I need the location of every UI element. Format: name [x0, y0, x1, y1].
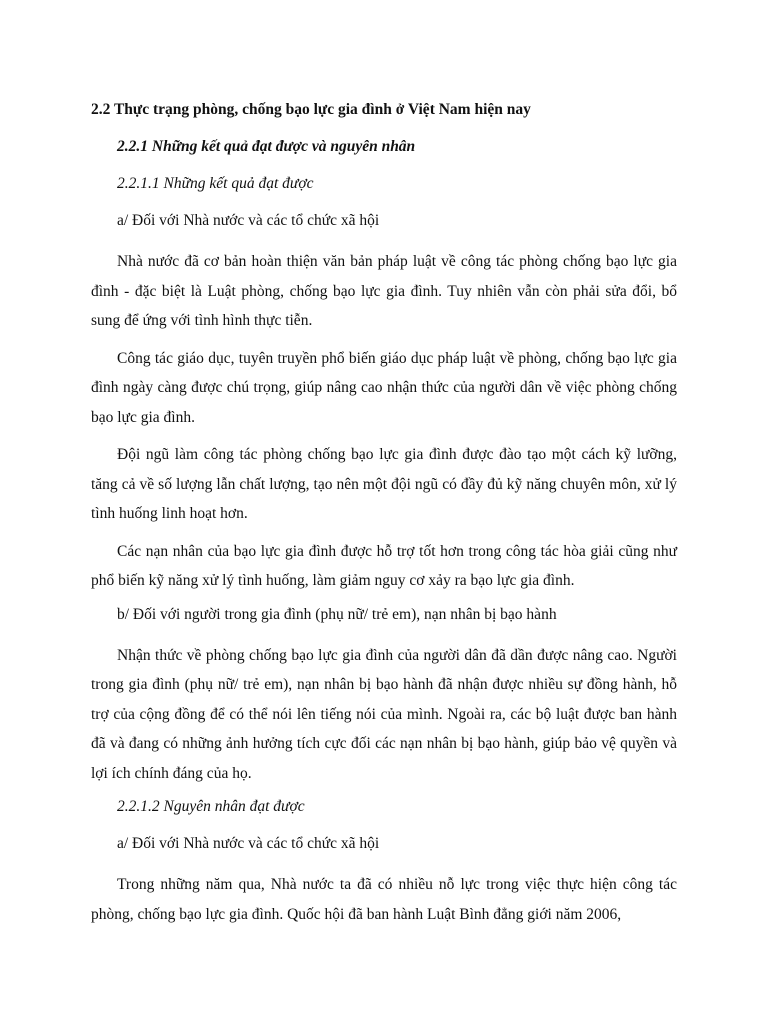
- paragraph-awareness: Nhận thức về phòng chống bạo lực gia đình của người dân đã dần được nâng cao. Người trong gia đình (phụ nữ/ trẻ em), nạn nhân bị bạo hành đã nhận được nhiều sự đồng hành, hỗ trợ của cộng đồng để có thể nói lên tiếng nói của mình. Ngoài ra, các bộ luật được ban hành đã và đang có những ảnh hưởng tích cực đối các nạn nhân bị bạo hành, giúp bảo vệ quyền và lợi ích chính đáng của họ.: [91, 646, 677, 782]
- subheading-a-state: a/ Đối với Nhà nước và các tổ chức xã hội: [117, 212, 380, 229]
- section-heading-2-2-1: 2.2.1 Những kết quả đạt được và nguyên nhân: [117, 138, 416, 155]
- document-page: [91, 99, 677, 937]
- section-heading-2-2: 2.2 Thực trạng phòng, chống bạo lực gia đình ở Việt Nam hiện nay: [91, 101, 531, 118]
- paragraph-education: Công tác giáo dục, tuyên truyền phổ biến giáo dục pháp luật về phòng, chống bạo lực gia đình ngày càng được chú trọng, giúp nâng cao nhận thức của người dân về việc phòng chống bạo lực gia đình.: [91, 349, 677, 426]
- section-heading-2-2-1-1: 2.2.1.1 Những kết quả đạt được: [117, 175, 314, 192]
- paragraph-legal-framework: Nhà nước đã cơ bản hoàn thiện văn bản pháp luật về công tác phòng chống bạo lực gia đình - đặc biệt là Luật phòng, chống bạo lực gia đình. Tuy nhiên vẫn còn phải sửa đổi, bổ sung để ứng với tình hình thực tiễn.: [91, 253, 677, 329]
- section-heading-2-2-1-2: 2.2.1.2 Nguyên nhân đạt được: [117, 798, 305, 815]
- paragraph-state-efforts: Trong những năm qua, Nhà nước ta đã có nhiều nỗ lực trong việc thực hiện công tác phòng, chống bạo lực gia đình. Quốc hội đã ban hành Luật Bình đẳng giới năm 2006,: [91, 876, 677, 923]
- paragraph-victim-support: Các nạn nhân của bạo lực gia đình được hỗ trợ tốt hơn trong công tác hòa giải cũng như phổ biến kỹ năng xử lý tình huống, làm giảm nguy cơ xảy ra bạo lực gia đình.: [91, 542, 677, 589]
- paragraph-workforce: Đội ngũ làm công tác phòng chống bạo lực gia đình được đào tạo một cách kỹ lưỡng, tăng cả về số lượng lẫn chất lượng, tạo nên một đội ngũ có đầy đủ kỹ năng chuyên môn, xử lý tình huống linh hoạt hơn.: [91, 446, 677, 522]
- subheading-a-state-2: a/ Đối với Nhà nước và các tổ chức xã hội: [117, 835, 380, 852]
- subheading-b-family: b/ Đối với người trong gia đình (phụ nữ/ trẻ em), nạn nhân bị bạo hành: [117, 605, 557, 623]
